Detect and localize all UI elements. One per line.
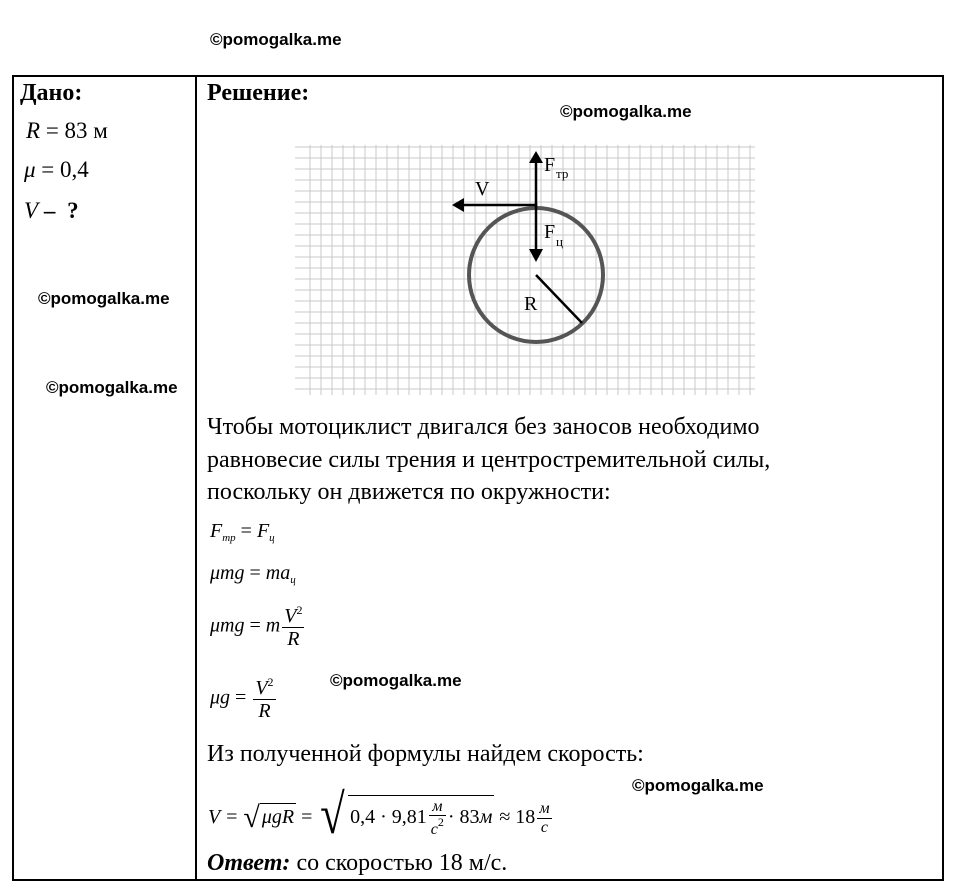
watermark: ©pomogalka.me (38, 289, 170, 308)
label-f-tr: F (544, 154, 556, 176)
answer-line (207, 850, 507, 877)
radius-symbol: R (26, 118, 41, 143)
label-tr-sub: тр (556, 166, 569, 181)
solution-heading: Решение: (207, 80, 310, 106)
explanation-line-3: поскольку он движется по окружности: (207, 479, 611, 505)
radius-line (536, 275, 582, 323)
question-mark: ? (67, 198, 79, 223)
watermark: ©pomogalka.me (46, 378, 178, 397)
given-radius (26, 118, 108, 144)
watermark: ©pomogalka.me (560, 102, 692, 121)
radius-value: = 83 м (45, 118, 108, 143)
dash: – (43, 198, 56, 223)
given-unknown (24, 198, 79, 224)
label-v: V (475, 178, 490, 200)
formula-velocity: V = √ μgR = √ 0,4 · 9,81 $\frac{м}{с^2}$ · 83м ≈ 18 $\frac{м}{с}$ (208, 784, 550, 846)
mu-symbol: μ (24, 157, 36, 182)
label-r: R (524, 293, 538, 315)
velocity-symbol: V (24, 198, 39, 223)
force-diagram (290, 145, 760, 400)
watermark: ©pomogalka.me (330, 671, 462, 690)
formula-1: $F_{тр} = F_ц$ (210, 520, 275, 544)
answer-label: Ответ: (207, 850, 291, 876)
watermark: ©pomogalka.me (210, 30, 342, 49)
formula-3: μmg = m $\frac{V^2}{R}$ (210, 603, 303, 650)
label-c-sub: ц (556, 234, 563, 249)
explanation-line-2: равновесие силы трения и центростремительной силы, (207, 447, 771, 473)
answer-text: со скоростью 18 м/с. (296, 850, 508, 876)
mu-value: = 0,4 (41, 157, 89, 182)
given-heading: Дано: (20, 80, 83, 106)
column-divider (195, 75, 197, 881)
find-velocity-text: Из полученной формулы найдем скорость: (207, 741, 644, 767)
given-friction (24, 157, 89, 183)
formula-4: μg = $\frac{V^2}{R}$ (210, 675, 274, 722)
formula-2: $\mu mg = ma_ц$ (210, 562, 296, 586)
explanation-line-1: Чтобы мотоциклист двигался без заносов необходимо (207, 414, 760, 440)
label-f-c: F (544, 221, 556, 243)
watermark: ©pomogalka.me (632, 776, 764, 795)
